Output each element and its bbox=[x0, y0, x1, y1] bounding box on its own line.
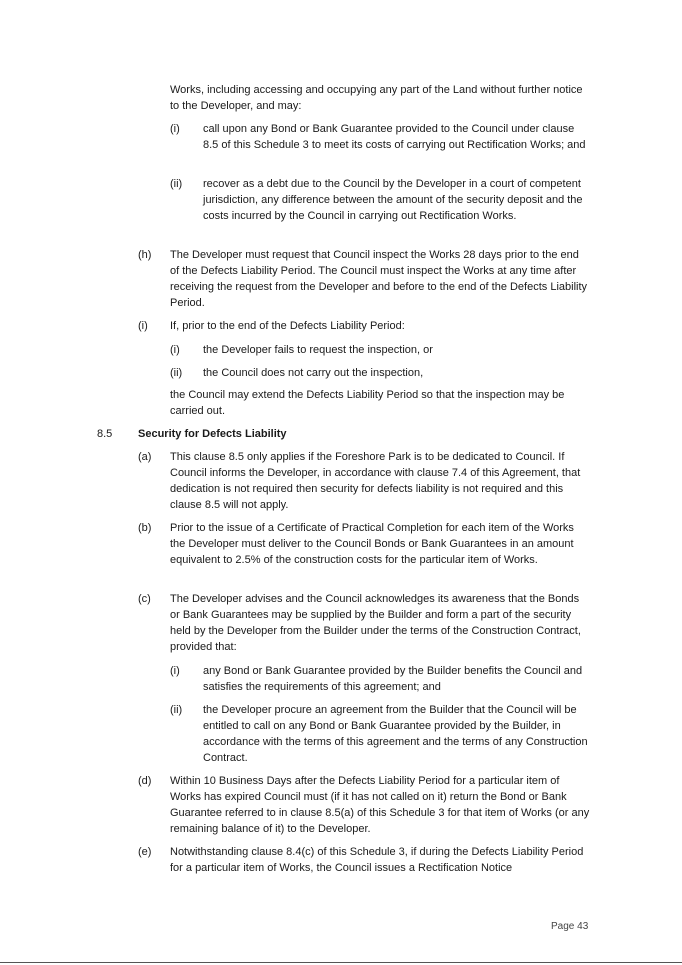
c-sub-ii-label: (ii) bbox=[170, 704, 183, 716]
g-sub-i-label: (i) bbox=[170, 123, 180, 135]
clause-e-text: Notwithstanding clause 8.4(c) of this Schedule 3, if during the Defects Liability Period for a particular item of Works, the Council issues a Rectification Notice bbox=[170, 846, 584, 874]
section-number: 8.5 bbox=[97, 428, 113, 440]
section-title: Security for Defects Liability bbox=[138, 428, 287, 440]
clause-i-label: (i) bbox=[138, 320, 148, 332]
i-sub-ii-text: the Council does not carry out the inspection, bbox=[203, 367, 424, 379]
clause-h-label: (h) bbox=[138, 249, 152, 261]
page-number: Page 43 bbox=[551, 921, 589, 932]
g-sub-ii-label: (ii) bbox=[170, 178, 183, 190]
clause-d-label: (d) bbox=[138, 775, 152, 787]
clause-h-text: The Developer must request that Council inspect the Works 28 days prior to the end of the Defects Liability Period. The Council must inspect the Works at any time after receiving the request from the Developer and before to the end of the Defects Liability Period. bbox=[170, 249, 588, 309]
c-sub-ii-text: the Developer procure an agreement from the Builder that the Council will be entitled to call on any Bond or Bank Guarantee provided by the Builder, in accordance with the terms of this agreement and the terms of any Construction Contract. bbox=[203, 704, 588, 764]
i-sub-i-text: the Developer fails to request the inspection, or bbox=[203, 344, 433, 356]
g-sub-ii-text: recover as a debt due to the Council by the Developer in a court of competent jurisdiction, any difference between the amount of the security deposit and the costs incurred by the Council in carrying out Rectification Works. bbox=[203, 178, 583, 222]
c-sub-i-text: any Bond or Bank Guarantee provided by the Builder benefits the Council and satisfies the requirements of this agreement; and bbox=[203, 665, 583, 693]
clause-c-text: The Developer advises and the Council acknowledges its awareness that the Bonds or Bank Guarantees may be supplied by the Builder and form a part of the security held by the Developer from the Builder under the terms of the Construction Contract, provided that: bbox=[170, 593, 581, 653]
clause-c-label: (c) bbox=[138, 593, 151, 605]
intro-paragraph: Works, including accessing and occupying any part of the Land without further notice to the Developer, and may: bbox=[170, 84, 583, 112]
i-sub-ii-label: (ii) bbox=[170, 367, 183, 379]
clause-a-label: (a) bbox=[138, 451, 152, 463]
i-sub-i-label: (i) bbox=[170, 344, 180, 356]
clause-b-text: Prior to the issue of a Certificate of Practical Completion for each item of the Works the Developer must deliver to the Council Bonds or Bank Guarantees in an amount equivalent to 2.5% of the construction costs for the particular item of Works. bbox=[170, 522, 574, 566]
clause-i-tail: the Council may extend the Defects Liability Period so that the inspection may be carried out. bbox=[170, 389, 565, 417]
clause-b-label: (b) bbox=[138, 522, 152, 534]
g-sub-i-text: call upon any Bond or Bank Guarantee provided to the Council under clause 8.5 of this Schedule 3 to meet its costs of carrying out Rectification Works; and bbox=[203, 123, 586, 151]
clause-d-text: Within 10 Business Days after the Defects Liability Period for a particular item of Works has expired Council must (if it has not called on it) return the Bond or Bank Guarantee referred to in clause 8.5(a) of this Schedule 3 for that item of Works (or any remaining balance of it) to the Developer. bbox=[170, 775, 590, 835]
c-sub-i-label: (i) bbox=[170, 665, 180, 677]
clause-a-text: This clause 8.5 only applies if the Foreshore Park is to be dedicated to Council. If Council informs the Developer, in accordance with clause 7.4 of this Agreement, that dedication is not required then security for defects liability is not required and this clause 8.5 will not apply. bbox=[170, 451, 581, 511]
page-bottom-border bbox=[0, 962, 682, 963]
clause-i-text: If, prior to the end of the Defects Liability Period: bbox=[170, 320, 405, 332]
clause-e-label: (e) bbox=[138, 846, 152, 858]
